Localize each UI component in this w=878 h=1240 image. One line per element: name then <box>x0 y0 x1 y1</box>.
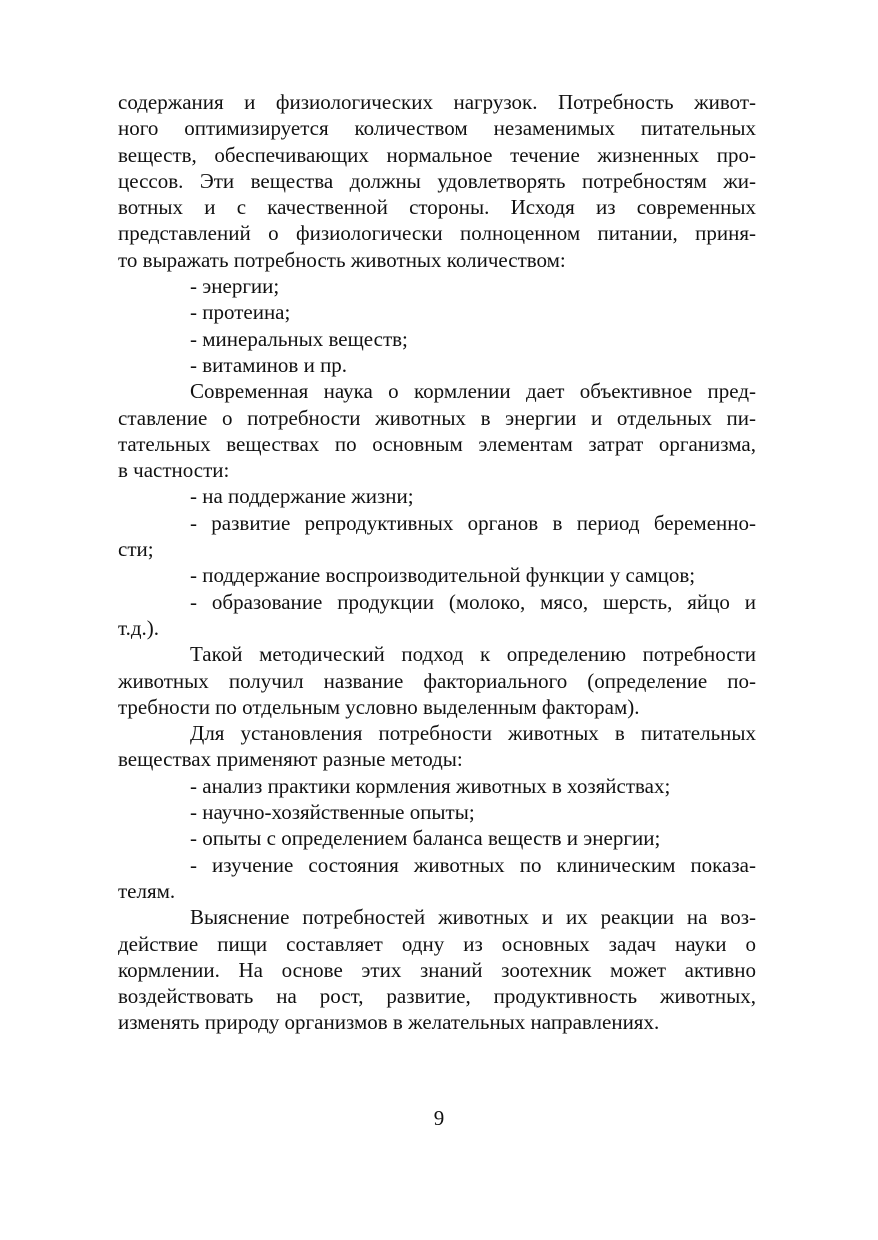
text-line: веществ, обеспечивающих нормальное течение жизненных про- <box>118 142 756 167</box>
text-line: изменять природу организмов в желательных направлениях. <box>118 1010 660 1035</box>
text-line: цессов. Эти вещества должны удовлетворять потребностям жи- <box>118 168 756 193</box>
list-item: - научно-хозяйственные опыты; <box>190 800 475 825</box>
text-line: Современная наука о кормлении дает объективное пред- <box>190 379 756 404</box>
text-line: ного оптимизируется количеством незаменимых питательных <box>118 116 756 141</box>
text-line: вотных и с качественной стороны. Исходя из современных <box>118 195 756 220</box>
text-line: действие пищи составляет одну из основных задач науки о <box>118 931 756 956</box>
text-line: т.д.). <box>118 615 160 640</box>
text-line: кормлении. На основе этих знаний зоотехник может активно <box>118 957 756 982</box>
text-line: животных получил название факториального (определение по- <box>118 668 756 693</box>
text-line: требности по отдельным условно выделенным факторам). <box>118 694 640 719</box>
list-item: - энергии; <box>190 274 280 299</box>
list-item: - анализ практики кормления животных в хозяйствах; <box>190 773 671 798</box>
text-line: веществах применяют разные методы: <box>118 747 463 772</box>
text-line: телям. <box>118 878 176 903</box>
page-number: 9 <box>433 1106 445 1130</box>
text-line: Выяснение потребностей животных и их реакции на воз- <box>190 905 756 930</box>
list-item: - образование продукции (молоко, мясо, шерсть, яйцо и <box>190 589 756 614</box>
list-item: - опыты с определением баланса веществ и энергии; <box>190 826 661 851</box>
text-line: представлений о физиологически полноценном питании, приня- <box>118 221 756 246</box>
list-item: - развитие репродуктивных органов в период беременно- <box>190 510 756 535</box>
text-line: воздействовать на рост, развитие, продуктивность животных, <box>118 984 756 1009</box>
page-body <box>118 89 756 1036</box>
text-line: в частности: <box>118 458 230 483</box>
text-line: ставление о потребности животных в энергии и отдельных пи- <box>118 405 756 430</box>
text-line: тательных веществах по основным элементам затрат организма, <box>118 431 756 456</box>
list-item: - протеина; <box>190 300 291 325</box>
list-item: - поддержание воспроизводительной функции у самцов; <box>190 563 696 588</box>
text-line: сти; <box>118 537 154 562</box>
text-line: содержания и физиологических нагрузок. Потребность живот- <box>118 90 756 114</box>
list-item: - на поддержание жизни; <box>190 484 414 509</box>
list-item: - изучение состояния животных по клиническим показа- <box>190 852 756 877</box>
list-item: - витаминов и пр. <box>190 352 348 377</box>
text-line: то выражать потребность животных количеством: <box>118 247 566 272</box>
text-line: Такой методический подход к определению потребности <box>190 642 756 667</box>
list-item: - минеральных веществ; <box>190 326 408 351</box>
text-line: Для установления потребности животных в питательных <box>190 721 756 746</box>
